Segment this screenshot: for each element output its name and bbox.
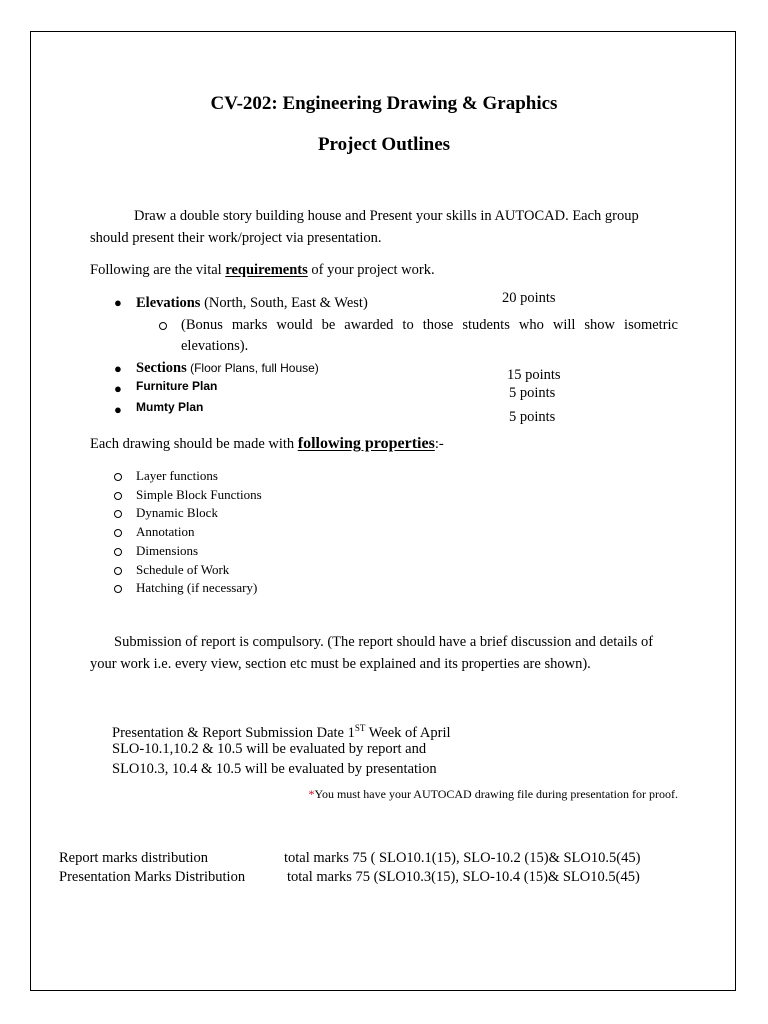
property-item: Dynamic Block	[136, 505, 218, 521]
submission-line-1: Submission of report is compulsory. (The report should have a brief discussion and details of	[114, 634, 654, 650]
property-item: Simple Block Functions	[136, 486, 262, 502]
req-points-mumty: 5 points	[509, 409, 556, 425]
bullet-dot: ●	[114, 381, 122, 396]
bonus-line-2: elevations).	[181, 338, 249, 354]
presentation-marks-label: Presentation Marks Distribution	[59, 869, 246, 885]
sub-bullet-circle	[114, 473, 122, 481]
report-marks-value: total marks 75 ( SLO10.1(15), SLO-10.2 (15)& SLO10.5(45)	[284, 850, 641, 866]
bullet-dot: ●	[114, 361, 122, 376]
submission-line-2: your work i.e. every view, section etc must be explained and its properties are shown).	[90, 656, 591, 672]
slo-report-line: SLO-10.1,10.2 & 10.5 will be evaluated by report and	[112, 741, 427, 757]
property-item: Schedule of Work	[136, 561, 230, 577]
submission-date: Presentation & Report Submission Date 1ST Week of April	[112, 723, 451, 741]
bullet-dot: ●	[114, 402, 122, 417]
course-title: CV-202: Engineering Drawing & Graphics	[210, 93, 558, 114]
drawing-file-note: *You must have your AUTOCAD drawing file during presentation for proof.	[308, 787, 678, 801]
req-item-mumty: Mumty Plan	[136, 400, 204, 414]
sub-bullet-circle	[114, 492, 122, 500]
req-item-elevations: Elevations (North, South, East & West)	[136, 295, 368, 311]
presentation-marks-value: total marks 75 (SLO10.3(15), SLO-10.4 (15)& SLO10.5(45)	[287, 869, 640, 885]
page-subtitle: Project Outlines	[317, 134, 451, 155]
sub-bullet-circle	[114, 548, 122, 556]
requirements-lead: Following are the vital requirements of your project work.	[90, 262, 435, 278]
intro-line-1: Draw a double story building house and Present your skills in AUTOCAD. Each group	[134, 208, 639, 224]
report-marks-label: Report marks distribution	[59, 850, 209, 866]
bonus-line-1: (Bonus marks would be awarded to those students who will show isometric	[181, 317, 678, 333]
sub-bullet-circle	[159, 322, 167, 330]
property-item: Layer functions	[136, 468, 218, 483]
intro-line-2: should present their work/project via presentation.	[90, 230, 382, 246]
sub-bullet-circle	[114, 567, 122, 575]
req-item-furniture: Furniture Plan	[136, 379, 218, 393]
req-points-elevations: 20 points	[502, 290, 556, 306]
property-item: Hatching (if necessary)	[136, 580, 258, 596]
required-asterisk: *	[308, 787, 315, 801]
property-item: Annotation	[136, 524, 195, 540]
req-points-sections: 15 points	[507, 367, 561, 383]
property-item: Dimensions	[136, 542, 199, 558]
properties-lead: Each drawing should be made with following properties:-	[90, 435, 444, 452]
bullet-dot: ●	[114, 295, 122, 310]
slo-presentation-line: SLO10.3, 10.4 & 10.5 will be evaluated by presentation	[112, 761, 437, 777]
req-item-sections: Sections (Floor Plans, full House)	[136, 360, 319, 376]
req-points-furniture: 5 points	[509, 385, 556, 401]
